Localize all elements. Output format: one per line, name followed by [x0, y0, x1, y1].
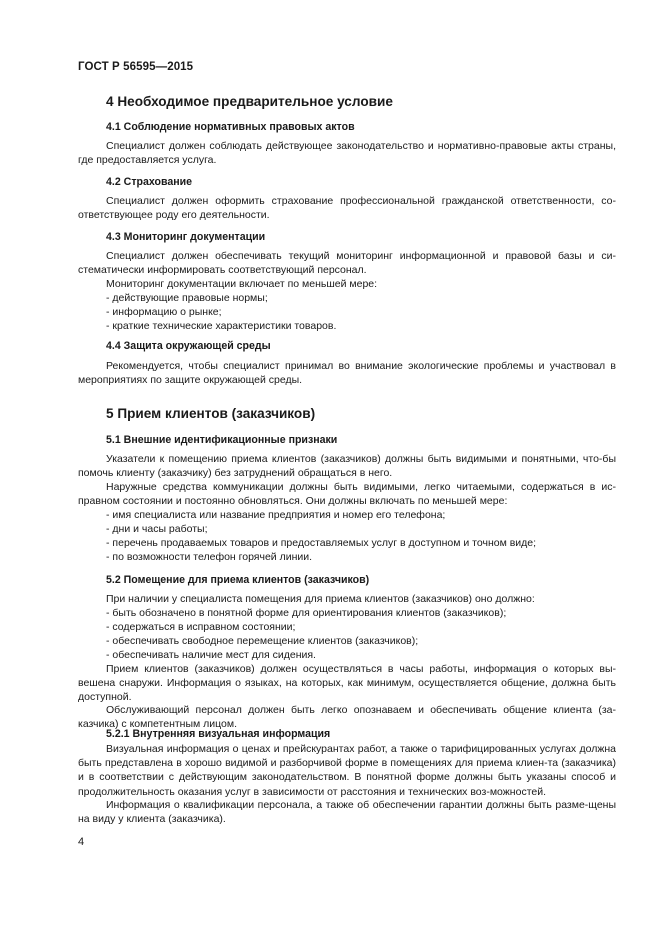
section-5-1-title: 5.1 Внешние идентификационные признаки [106, 434, 338, 446]
section-4-1-title: 4.1 Соблюдение нормативных правовых актов [106, 121, 355, 133]
section-4-3-paragraph: Специалист должен обеспечивать текущий мониторинг информационной и правовой базы и си-стематически информировать соответствующий персонал. [78, 250, 616, 277]
section-5-2-paragraph: При наличии у специалиста помещения для приема клиентов (заказчиков) оно должно: [106, 593, 535, 605]
list-item: - быть обозначено в понятной форме для ориентирования клиентов (заказчиков); [106, 607, 507, 619]
list-item: - содержаться в исправном состоянии; [106, 621, 296, 633]
section-5-2-title: 5.2 Помещение для приема клиентов (заказчиков) [106, 574, 370, 586]
section-5-2-paragraph-2: Прием клиентов (заказчиков) должен осуществляться в часы работы, информация о которых вы-вешена снаружи. Информация о языках, на которых, как минимум, осуществляется общение, должна быть доступной. [78, 663, 616, 704]
list-item: - обеспечивать наличие мест для сидения. [106, 649, 316, 661]
list-item: - имя специалиста или название предприятия и номер его телефона; [106, 509, 446, 521]
section-5-2-1-title: 5.2.1 Внутренняя визуальная информация [106, 728, 331, 740]
section-4-4-paragraph: Рекомендуется, чтобы специалист принимал во внимание экологические проблемы и участвовал в мероприятиях по защите окружающей среды. [78, 360, 616, 387]
section-4-1-paragraph: Специалист должен соблюдать действующее законодательство и нормативно-правовые акты страны, где предоставляется услуга. [78, 140, 616, 167]
section-4-title: 4 Необходимое предварительное условие [106, 94, 393, 109]
list-item: - перечень продаваемых товаров и предоставляемых услуг в доступном и точном виде; [106, 537, 537, 549]
section-5-title: 5 Прием клиентов (заказчиков) [106, 406, 316, 421]
standard-header: ГОСТ Р 56595—2015 [78, 61, 194, 73]
section-5-2-paragraph-3: Обслуживающий персонал должен быть легко опознаваем и обеспечивать общение клиента (за-казчика) с компетентным лицом. [78, 704, 616, 731]
list-item: - краткие технические характеристики товаров. [106, 320, 337, 332]
list-item: - дни и часы работы; [106, 523, 208, 535]
list-item: - действующие правовые нормы; [106, 292, 268, 304]
section-5-1-paragraph-2: Наружные средства коммуникации должны быть видимыми, легко читаемыми, содержаться в ис-правном состоянии и постоянно обновляться. Они должны включать по меньшей мере: [78, 481, 616, 508]
section-4-2-title: 4.2 Страхование [106, 176, 193, 188]
list-item: - информацию о рынке; [106, 306, 222, 318]
section-5-1-paragraph: Указатели к помещению приема клиентов (заказчиков) должны быть видимыми и понятными, что-бы помочь клиенту (заказчику) без затруднений обращаться в него. [78, 453, 616, 480]
section-5-2-1-paragraph-2: Информация о квалификации персонала, а также об обеспечении гарантии должны быть разме-щены на виду у клиента (заказчика). [78, 799, 616, 826]
section-5-2-1-paragraph: Визуальная информация о ценах и прейскурантах работ, а также о тарифицированных услугах должна быть представлена в хорошо видимой и разборчивой форме в помещениях для приема клиен-та (заказчика) и в соответствии с действующим законодательством. В понятной форме должны быть указаны способ и продолжительность оказания услуг в зависимости от расстояния и технических воз-можностей. [78, 743, 616, 798]
section-4-2-paragraph: Специалист должен оформить страхование профессиональной гражданской ответственности, со-ответствующее роду его деятельности. [78, 195, 616, 222]
section-4-3-paragraph-2: Мониторинг документации включает по меньшей мере: [106, 278, 378, 290]
section-4-4-title: 4.4 Защита окружающей среды [106, 340, 271, 352]
page-number: 4 [78, 836, 85, 848]
section-4-3-title: 4.3 Мониторинг документации [106, 231, 266, 243]
list-item: - обеспечивать свободное перемещение клиентов (заказчиков); [106, 635, 419, 647]
list-item: - по возможности телефон горячей линии. [106, 551, 313, 563]
